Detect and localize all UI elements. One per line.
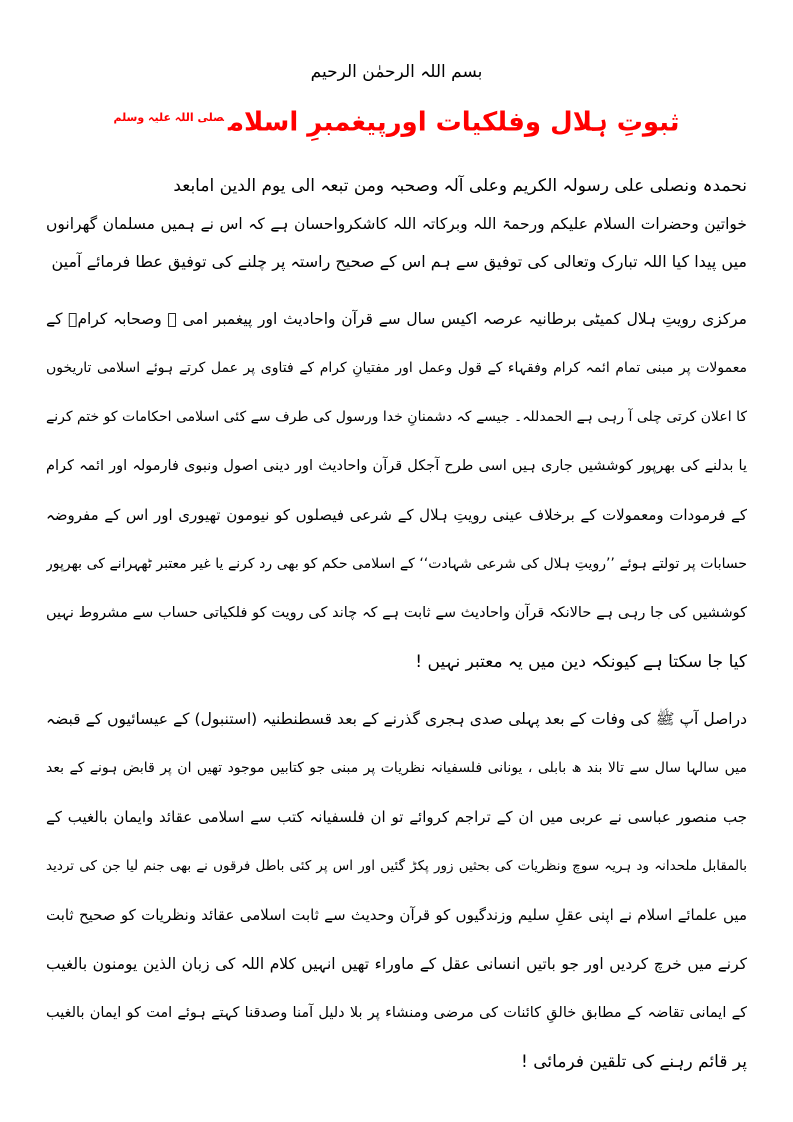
text-line: کوششیں کی جا رہی ہے حالانکہ قرآن واحادیث سے ثابت ہے کہ چاند کی رویت کو فلکیاتی حساب سے مشروط نہیں [46,605,747,621]
title-honorific: صلی اللہ علیہ وسلم [113,111,224,124]
text-line: مرکزی رویتِ ہلال کمیٹی برطانیہ عرصہ اکیس سال سے قرآن واحادیث اور پیغمبر امی ﷺ وصحابہ کرامؓ کے [46,310,747,328]
text-line: کے ایمانی تقاضہ کے مطابق خالقِ کائنات کی مرضی ومنشاء پر بلا دلیل آمنا وصدقنا کہتے ہوئے امت کو ایمان بالغیب [46,1005,747,1021]
text-line: یا بدلنے کی بھرپور کوششیں جاری ہیں اسی طرح آجکل قرآن واحادیث اور دینی اصول ونبوی فارمولہ اور ائمہ کرام [46,458,747,474]
text-line: نحمدہ ونصلی علی رسولہ الکریم وعلی آلہ وصحبہ ومن تبعہ الی یوم الدین امابعد [173,176,747,196]
title-text: ثبوتِ ہلال وفلکیات اورپیغمبرِ اسلام [227,107,680,138]
text-line: میں پیدا کیا اللہ تبارک وتعالی کی توفیق سے ہم اس کے صحیح راستہ پر چلنے کی توفیق عطا فرمائے آمین [51,252,747,271]
text-line: میں سالہا سال سے تالا بند ھ بابلی ، یونانی فلسفیانہ نظریات پر مبنی جو کتابیں موجود تھیں ان پر قابض ہونے کے بعد [46,760,747,776]
text-line: پر قائم رہنے کی تلقین فرمائی ! [521,1052,747,1072]
bismillah-heading: بسم اللہ الرحمٰن الرحیم [310,62,483,82]
text-line: کیا جا سکتا ہے کیونکہ دین میں یہ معتبر نہیں ! [415,652,747,672]
text-line: خواتین وحضرات السلام علیکم ورحمۃ اللہ وبرکاتہ اللہ کاشکرواحسان ہے کہ اس نے ہمیں مسلمان گھرانوں [46,215,747,233]
text-line: کا اعلان کرتی چلی آ رہی ہے الحمدللہ۔ جیسے کہ دشمنانِ خدا ورسول کی طرف سے کئی اسلامی احکامات کو ختم کرنے [46,409,747,425]
text-line: دراصل آپ ﷺ کی وفات کے بعد پہلی صدی ہجری گذرنے کے بعد قسطنطنیہ (استنبول) کے عیسائیوں کے قبضہ [46,710,747,728]
text-line: کے فرمودات ومعمولات کے برخلاف عینی رویتِ ہلال کے شرعی فیصلوں کو نیومون تھیوری اور اس کے مفروضہ [46,506,747,524]
text-line: میں علمائے اسلام نے اپنی عقلِ سلیم وزندگیوں کو قرآن وحدیث سے ثابت اسلامی عقائد ونظریات کو صحیح ثابت [46,906,747,924]
text-line: بالمقابل ملحدانہ ود ہریہ سوچ ونظریات کی بحثیں زور پکڑ گئیں اور اس پر کئی باطل فرقوں نے بھی جنم لیا جن کی تردید [46,858,747,874]
text-line: معمولات پر مبنی تمام ائمہ کرام وفقہاء کے قول وعمل اور مفتیانِ کرام کے فتاوی پر عمل کرتے ہوئے اسلامی تاریخوں [46,360,747,376]
text-line: جب منصور عباسی نے عربی میں ان کے تراجم کروائے تو ان فلسفیانہ کتب سے اسلامی عقائد وایمان بالغیب کے [46,808,747,826]
text-line: حسابات پر تولتے ہوئے ’’رویتِ ہلال کی شرعی شہادت‘‘ کے اسلامی حکم کو بھی رد کرنے یا غیر معتبر ٹھہرانے کی بھرپور [46,556,747,572]
text-line: کرنے میں خرچ کردیں اور جو باتیں انسانی عقل کے ماوراء تھیں انہیں کلام اللہ کی زبان الذین یومنون بالغیب [46,955,747,973]
page-title [0,98,793,143]
